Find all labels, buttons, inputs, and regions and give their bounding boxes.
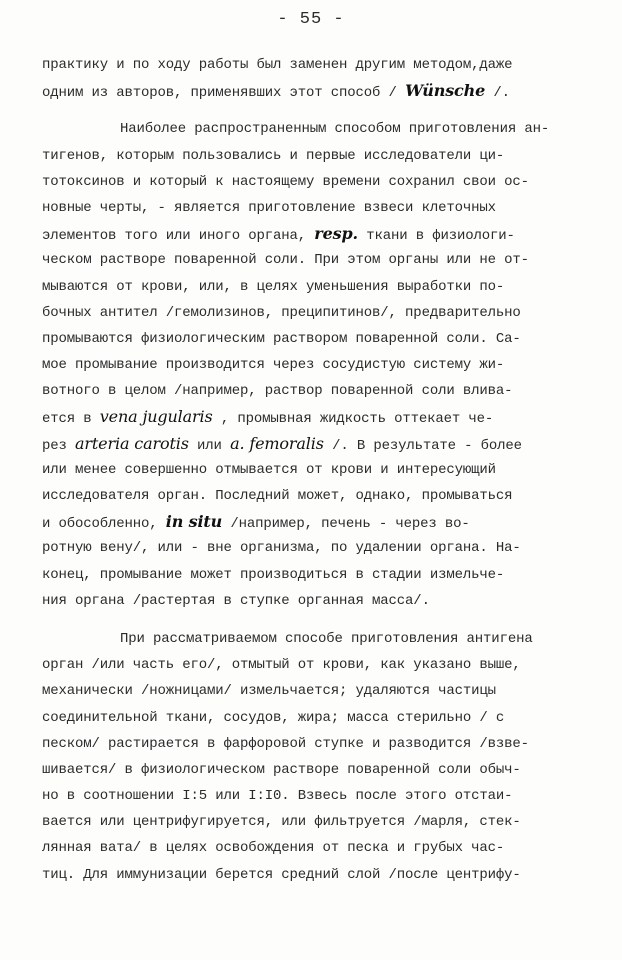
text-line [42, 562, 582, 588]
typed-text: практику и по ходу работы был заменен другим методом,даже [42, 57, 513, 73]
typed-text: вается или центрифугируется, или фильтруется /марля, стек- [42, 814, 521, 831]
text-line [42, 757, 582, 783]
typed-text: бочных антител /гемолизинов, преципитинов/, предварительно [42, 304, 521, 321]
text-line [42, 509, 582, 535]
typed-text: новные черты, - является приготовление взвеси клеточных [42, 199, 496, 216]
handwritten-term: resp. [314, 224, 358, 244]
text-line [42, 731, 582, 757]
typed-text: но в соотношении I:5 или I:I0. Взвесь после этого отстаи- [42, 788, 513, 805]
handwritten-term: arteria carotis [75, 433, 189, 453]
handwritten-term: Wünsche [405, 81, 486, 101]
typed-text: рез [42, 437, 76, 454]
text-line [42, 326, 582, 352]
text-line [42, 588, 582, 614]
typed-text: тотоксинов и который к настоящему времени сохранил свои ос- [42, 173, 529, 190]
text-line [42, 652, 582, 678]
typed-text: песком/ растирается в фарфоровой ступке и разводится /взве- [42, 735, 529, 752]
text-line [42, 274, 582, 300]
typed-text: элементов того или иного органа, [42, 228, 315, 245]
typed-text: вотного в целом /например, раствор поваренной соли влива- [42, 383, 513, 400]
typed-text: шивается/ в физиологическом растворе поваренной соли обыч- [42, 761, 521, 778]
text-line [42, 143, 582, 169]
text-line [42, 78, 582, 104]
text-line [42, 809, 582, 835]
text-line [42, 169, 582, 195]
typed-text: /например, печень - через во- [222, 516, 470, 533]
typed-text: ния органа /растертая в ступке органная масса/. [42, 592, 430, 609]
text-line [42, 52, 582, 78]
typed-text: Наиболее распространенным способом приготовления ан- [120, 121, 550, 138]
text-line [42, 535, 582, 561]
text-line [42, 404, 582, 430]
text-line [42, 835, 582, 861]
typed-text: орган /или часть его/, отмытый от крови, как указано выше, [42, 657, 521, 674]
body-text [42, 52, 582, 888]
paragraph-gap [42, 104, 582, 116]
text-line [42, 705, 582, 731]
typed-text: конец, промывание может производиться в стадии измельче- [42, 566, 505, 583]
handwritten-term: a. femoralis [230, 433, 324, 453]
typed-text: ротную вену/, или - вне организма, по удалении органа. На- [42, 540, 521, 557]
text-line [42, 483, 582, 509]
text-line [42, 783, 582, 809]
typed-text: исследователя орган. Последний может, однако, промываться [42, 488, 513, 504]
text-line [42, 247, 582, 273]
typed-text: или [188, 437, 231, 454]
typed-text: промываются физиологическим раствором поваренной соли. Са- [42, 330, 521, 347]
typed-text: /. В результате - более [323, 437, 522, 454]
typed-text: и обособленно, [42, 516, 166, 533]
typed-text: одним из авторов, применявших этот способ / [42, 85, 406, 102]
text-line [42, 195, 582, 221]
typed-text: лянная вата/ в целях освобождения от песка и грубых час- [42, 840, 505, 857]
text-line [42, 352, 582, 378]
text-line [42, 431, 582, 457]
typed-text: или менее совершенно отмывается от крови и интересующий [42, 461, 496, 478]
typed-text: ткани в физиологи- [357, 228, 515, 245]
typed-text: ческом растворе поваренной соли. При этом органы или не от- [42, 252, 529, 269]
typed-text: ется в [42, 411, 100, 428]
handwritten-term: in situ [165, 512, 223, 532]
typed-text: мое промывание производится через сосудистую систему жи- [42, 357, 505, 374]
text-line [42, 457, 582, 483]
page-number: - 55 - [277, 10, 345, 29]
typed-text: , промывная жидкость оттекает че- [212, 411, 494, 428]
typed-text: /. [485, 85, 510, 102]
text-line [42, 116, 582, 142]
text-line [42, 300, 582, 326]
typed-text: При рассматриваемом способе приготовления антигена [120, 630, 533, 647]
typed-text: тигенов, которым пользовались и первые исследователи ци- [42, 147, 505, 164]
typed-text: механически /ножницами/ измельчается; удаляются частицы [42, 683, 496, 700]
text-line [42, 678, 582, 704]
typed-text: тиц. Для иммунизации берется средний слой /после центрифу- [42, 866, 521, 883]
typed-text: соединительной ткани, сосудов, жира; масса стерильно / с [42, 709, 505, 726]
paragraph-gap [42, 614, 582, 626]
handwritten-term: vena jugularis [99, 407, 213, 427]
typed-text: мываются от крови, или, в целях уменьшения выработки по- [42, 278, 505, 295]
text-line [42, 626, 582, 652]
text-line [42, 862, 582, 888]
text-line [42, 378, 582, 404]
text-line [42, 221, 582, 247]
